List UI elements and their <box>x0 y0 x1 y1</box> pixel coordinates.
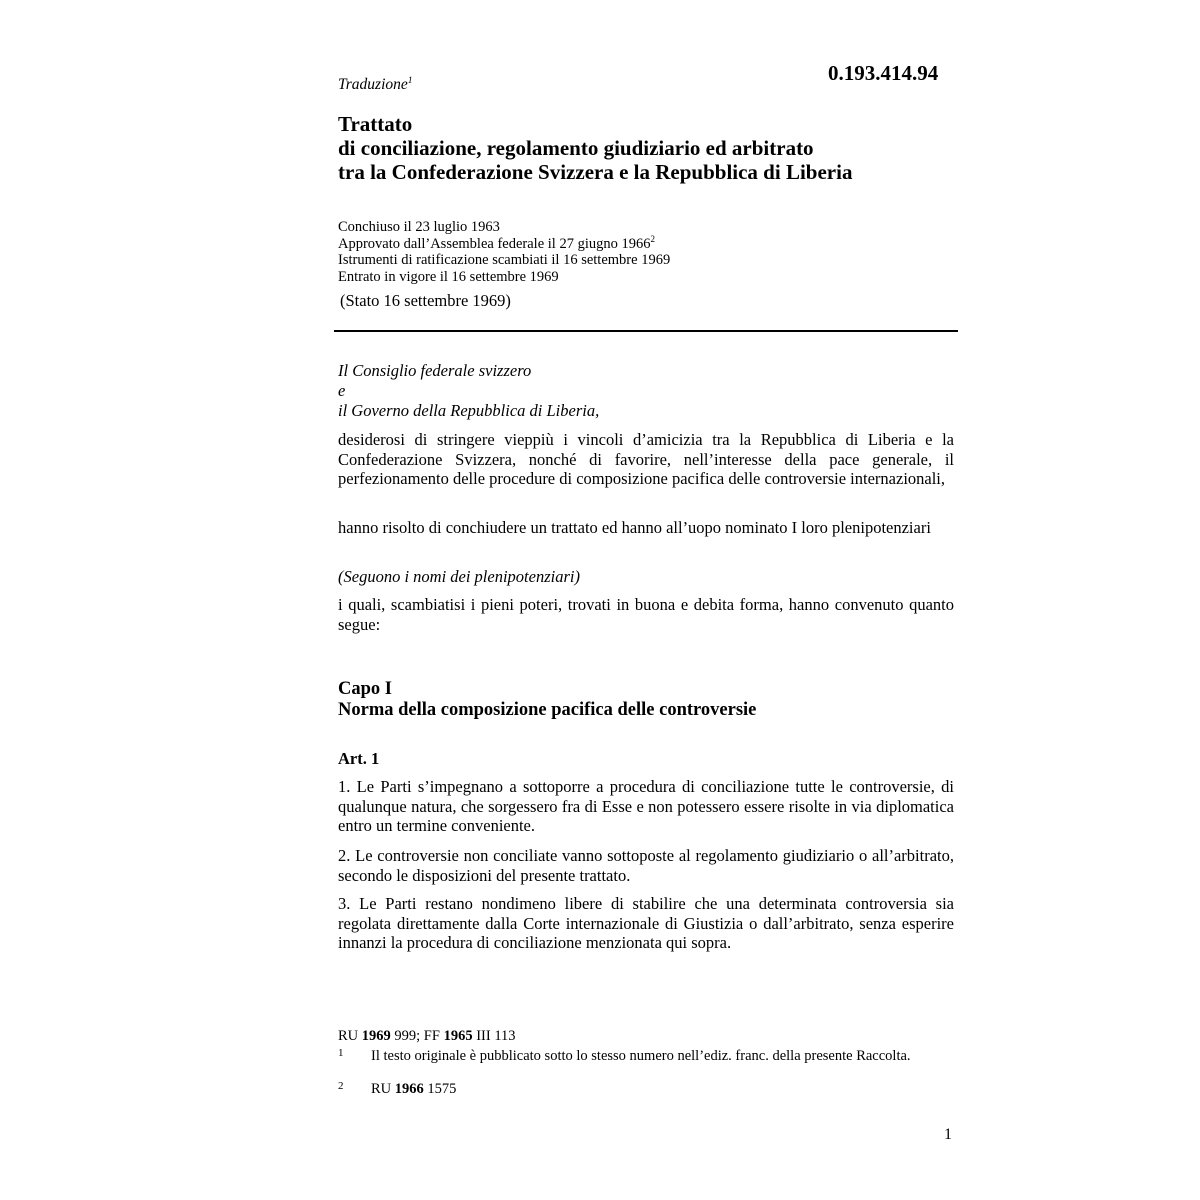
document-meta <box>338 219 670 285</box>
preamble-party-2: il Governo della Repubblica di Liberia, <box>338 401 600 420</box>
article-label: Art. 1 <box>338 749 380 768</box>
meta-in-force: Entrato in vigore il 16 settembre 1969 <box>338 268 559 285</box>
footnote-2-number: 2 <box>338 1080 344 1092</box>
source-ru-label: RU <box>338 1028 359 1044</box>
title-line-3: tra la Confederazione Svizzera e la Repubblica di Liberia <box>338 160 853 184</box>
preamble-party-1: Il Consiglio federale svizzero <box>338 361 532 380</box>
page-number: 1 <box>944 1126 952 1143</box>
preamble-names-note: (Seguono i nomi dei plenipotenziari) <box>338 567 580 586</box>
meta-approved <box>338 233 670 253</box>
meta-approved-text: Approvato dall’Assemblea federale il 27 giugno 1966 <box>338 235 651 252</box>
preamble-paragraph-2: hanno risolto di conchiudere un trattato ed hanno all’uopo nominato I loro plenipotenziari <box>338 518 931 537</box>
translation-text: Traduzione <box>338 76 408 93</box>
footnote-ref-2[interactable]: 2 <box>650 233 655 244</box>
article-paragraph-1: 1. Le Parti s’impegnano a sottoporre a procedura di conciliazione tutte le controversie, di qualunque natura, che sorgessero fra di Esse e non potessero essere risolte in via diplomatica entro un termine conveniente. <box>338 777 954 835</box>
footnote-2-year: 1966 <box>394 1081 424 1097</box>
meta-ratification: Istrumenti di ratificazione scambiati il 16 settembre 1969 <box>338 252 671 268</box>
title-line-2: di conciliazione, regolamento giudiziario ed arbitrato <box>338 136 814 160</box>
meta-concluded: Conchiuso il 23 luglio 1963 <box>338 219 500 235</box>
source-ff-page: III 113 <box>476 1028 516 1044</box>
source-ff-year: 1965 <box>443 1028 473 1044</box>
chapter-title: Norma della composizione pacifica delle controversie <box>338 700 757 720</box>
article-paragraph-2: 2. Le controversie non conciliate vanno sottoposte al regolamento giudiziario o all’arbitrato, secondo le disposizioni del presente trattato. <box>338 846 954 885</box>
preamble-paragraph-3: i quali, scambiatisi i pieni poteri, trovati in buona e debita forma, hanno convenuto quanto segue: <box>338 595 954 634</box>
source-ru-page: 999; FF <box>394 1028 440 1044</box>
translation-label <box>338 76 413 94</box>
footnote-ref-1[interactable]: 1 <box>407 74 413 86</box>
header-divider <box>334 330 958 332</box>
footnote-2-text <box>371 1082 931 1097</box>
preamble-paragraph-1: desiderosi di stringere vieppiù i vincoli d’amicizia tra la Repubblica di Liberia e la Confederazione Svizzera, nonché di favorire, nell’interesse della pace generale, il perfezionamento delle procedure di composizione pacifica delle controversie internazionali, <box>338 430 954 488</box>
footnote-2-page: 1575 <box>427 1081 457 1097</box>
article-paragraph-3: 3. Le Parti restano nondimeno libere di stabilire che una determinata controversia sia regolata direttamente dalla Corte internazionale di Giustizia o dall’arbitrato, senza esperire innanzi la procedura di conciliazione menzionata qui sopra. <box>338 894 954 952</box>
chapter-label: Capo I <box>338 679 392 699</box>
footnote-1-text: Il testo originale è pubblicato sotto lo stesso numero nell’ediz. franc. della presente Raccolta. <box>371 1048 911 1064</box>
title-line-1: Trattato <box>338 112 413 136</box>
footnote-1-number: 1 <box>338 1047 344 1059</box>
status-date: (Stato 16 settembre 1969) <box>340 291 511 310</box>
source-reference <box>338 1028 516 1045</box>
footnote-2-ru-label: RU <box>371 1081 392 1097</box>
preamble-conjunction: e <box>338 381 346 400</box>
document-title <box>338 112 978 184</box>
sr-number: 0.193.414.94 <box>828 61 939 85</box>
source-ru-year: 1969 <box>361 1028 391 1044</box>
